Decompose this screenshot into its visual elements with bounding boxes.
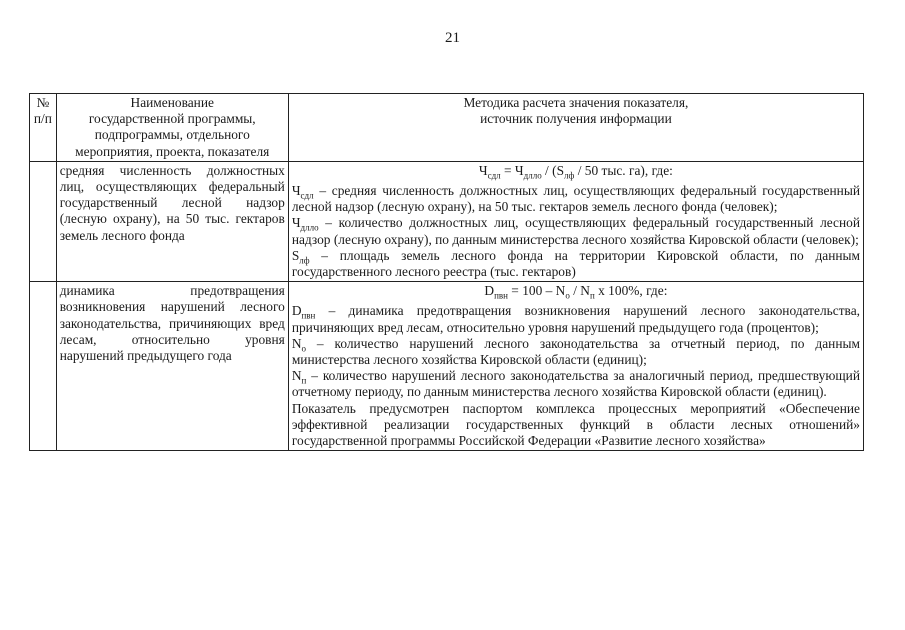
definition: $N_п$ – количество нарушений лесного законодательства за аналогичный период, предшествующий отчетному периоду, по данным министерства лесного хозяйства Кировской области (единиц). <box>291 368 860 400</box>
table-row <box>30 282 864 451</box>
method-cell <box>288 282 863 451</box>
definition: $N_о$ – количество нарушений лесного законодательства за отчетный период, по данным министерства лесного хозяйства Кировской области (единиц); <box>291 335 860 368</box>
header-method: Методика расчета значения показателя, источник получения информации <box>288 94 863 162</box>
formula: $Ч_{сдл} = Ч_{длло} / (S_{лф} / 50$ тыс. га), где: <box>478 162 673 181</box>
definition: $D_{пвн}$ – динамика предотвращения возникновения нарушений лесного законодательства, причиняющих вред лесам, относительно уровня нарушений предыдущего года (процентов); <box>291 303 860 335</box>
row-number <box>30 161 57 281</box>
table-header-row <box>30 94 864 162</box>
table-row <box>30 161 864 281</box>
document-table <box>29 93 864 451</box>
definition: $S_{лф}$ – площадь земель лесного фонда на территории Кировской области, по данным государственного лесного реестра (тыс. гектаров) <box>291 247 860 280</box>
definition: $Ч_{сдл}$ – средняя численность должностных лиц, осуществляющих федеральный государственный лесной надзор (лесную охрану), на 50 тыс. гектаров земель лесного фонда (человек); <box>291 183 860 215</box>
note: Показатель предусмотрен паспортом комплекса процессных мероприятий «Обеспечение эффективной реализации государственных функций в области лесных отношений» государственной программы Российской Федерации «Развитие лесного хозяйства» <box>291 400 860 449</box>
page-number: 21 <box>445 30 460 46</box>
definition: $Ч_{длло}$ – количество должностных лиц, осуществляющих федеральный государственный лесной надзор (лесную охрану), по данным министерства лесного хозяйства Кировской области (человек); <box>291 215 860 247</box>
header-number: № п/п <box>30 94 57 162</box>
header-name: Наименование государственной программы, подпрограммы, отдельного мероприятия, проекта, показателя <box>56 94 288 162</box>
method-cell <box>288 161 863 281</box>
row-number <box>30 282 57 451</box>
indicator-name: динамика предотвращения возникновения нарушений лесного законодательства, причиняющих вред лесам, относительно уровня нарушений предыдущего года <box>56 282 288 451</box>
indicator-name: средняя численность должностных лиц, осуществляющих федеральный государственный лесной надзор (лесную охрану), на 50 тыс. гектаров земель лесного фонда <box>56 161 288 281</box>
formula: $D_{пвн} = 100 - N_о / N_п$ х 100%, где: <box>484 283 668 301</box>
